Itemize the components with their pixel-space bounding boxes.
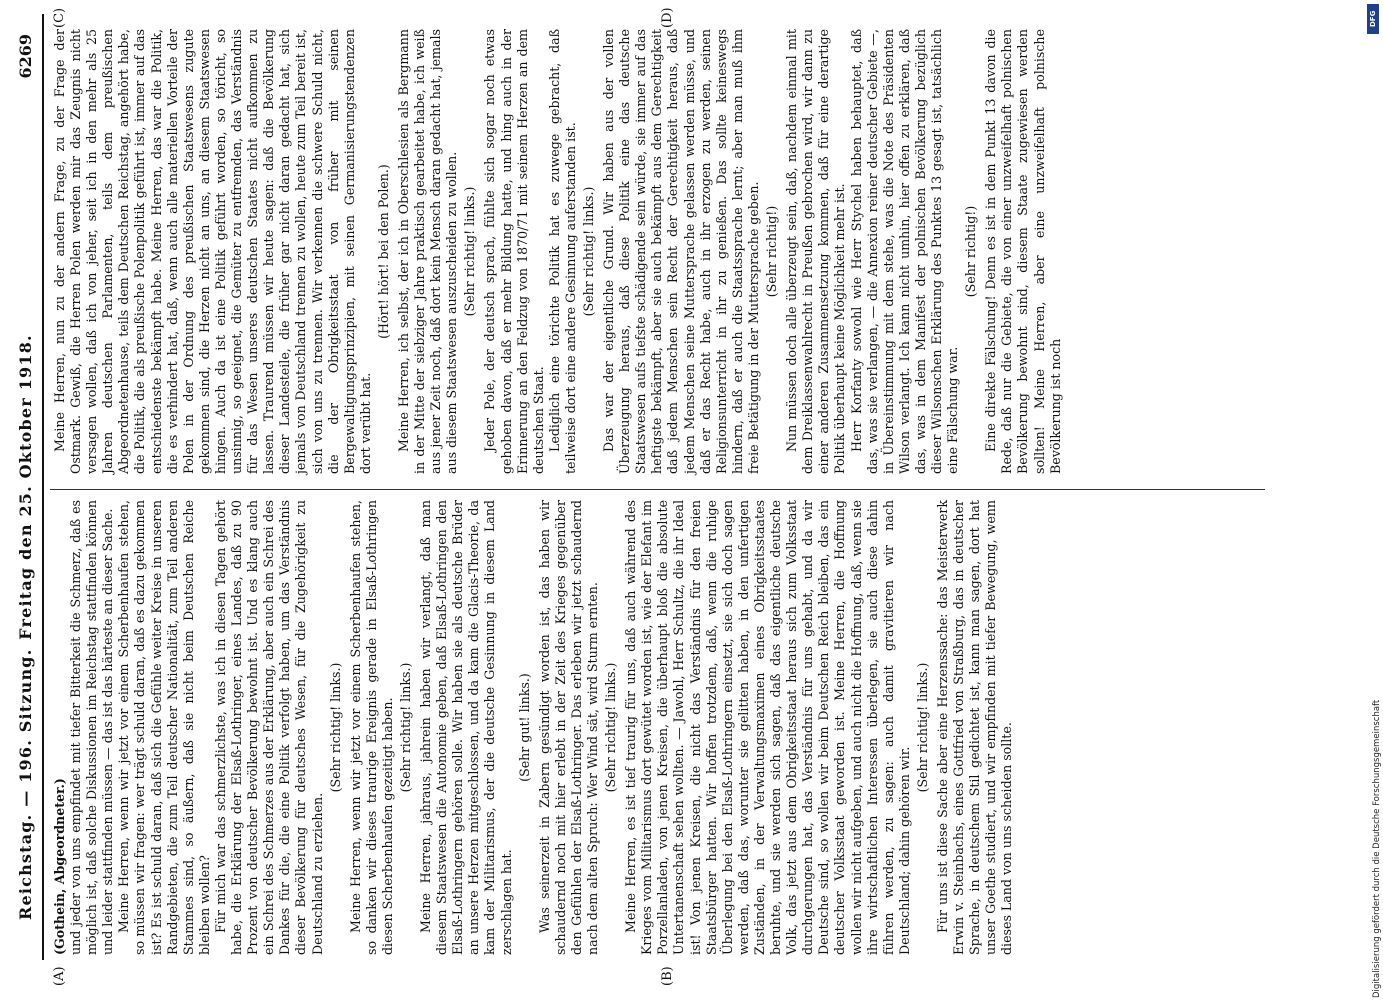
paragraph: und jeder von uns empfindet mit tiefer Bitterkeit die Schmerz, daß es möglich ist, daß solche Diskussionen im Reichstag stattfinden können und leider stattfinden müssen — das ist das härteste an dieser Sache. [68, 500, 116, 955]
header-session: Reichstag. — 196. Sitzung. [16, 648, 35, 920]
speaker-note: (Gothein, Abgeordneter.) [52, 778, 67, 955]
margin-marker-b: (B) [660, 966, 675, 986]
page-header [8, 14, 42, 960]
text-column-right [52, 29, 1064, 474]
paragraph: Lediglich eine törichte Politik hat es zuwege gebracht, daß teilweise dort eine andere Gesinnung auferstanden ist. [546, 29, 578, 474]
paragraph: Für uns ist diese Sache aber eine Herzenssache: das Meisterwerk Erwin v. Steinbachs, eines Gottfried von Straßburg, das in deutscher Sprache, in deutschem Stil gedichtet ist, kann man sagen, dort hat unser Goethe studiert, und wir empfinden mit tiefer Bewegung, wenn dieses Land von uns scheiden sollte. [934, 500, 1015, 955]
digitization-credit: Digitalisierung gefördert durch die Deutsche Forschungsgemeinschaft [1372, 699, 1382, 998]
text-column-left [52, 500, 1015, 955]
dfg-logo: DFG [1367, 4, 1379, 34]
paragraph: Meine Herren, wenn wir jetzt vor einem Scherbenhaufen stehen, so müssen wir fragen: wer trägt schuld daran, daß es dazu gekommen ist? Es ist schuld daran, daß sich die Gefühle weiter Kreise in unseren Randgebieten, die zum Teil deutscher Nationalität, zum Teil anderen Stammes sind, so äußern, daß sie nicht beim Deutschen Reiche bleiben wollen? [116, 500, 212, 955]
paragraph: Meine Herren, es ist tief traurig für uns, daß auch während des Krieges vom Militarismus dort gewütet worden ist, wie der Elefant im Porzellanladen, von jenen Kreisen, die überhaupt bloß die absolute Untertanenschaft sehen wollten. — Jawohl, Herr Schultz, die ihr Ideal ist! Von jenen Kreisen, die nicht das Verständnis für den freien Staatsbürger hatten. Wir hoffen trotzdem, daß, wenn die ruhige Überlegung bei den Elsaß-Lothringern einsetzt, sie sich doch sagen werden, daß das, worunter sie gelitten haben, in den unfertigen Zuständen, in der Verwaltungsmaximen eines Obrigkeitsstaates beruhte, und sie werden sich sagen, daß das eigentliche deutsche Volk, das jetzt aus dem Obrigkeitsstaat heraus sich zum Volksstaat durchgerungen hat, das Verständnis für uns gehabt, und da wir Deutsche sind, so wollen wir beim Deutschen Reich bleiben, das ein deutscher Volksstaat geworden ist. Meine Herren, die Hoffnung wollen wir nicht aufgeben, und auch nicht die Hoffnung, daß, wenn sie ihre wirtschaftlichen Interessen überlegen, sie auch diese dahin führen werden, zu sagen: auch damit gravitieren wir nach Deutschland; dahin gehören wir. [623, 500, 912, 955]
paragraph: Eine direkte Fälschung! Denn es ist in dem Punkt 13 davon die Rede, daß nur die Gebiete, die von einer unzweifelhaft polnischen Bevölkerung bewohnt sind, diesem Staate zugewiesen werden sollten! Meine Herren, aber eine unzweifelhaft polnische Bevölkerung ist noch [983, 29, 1063, 474]
margin-marker-a: (A) [52, 966, 67, 986]
interjection: (Sehr gut! links.) [516, 673, 532, 782]
paragraph: Meine Herren, ich selbst, der ich in Oberschlesien als Bergmann in der Mitte der siebziger Jahre praktisch gearbeitet habe, ich weiß aus jener Zeit noch, daß dort kein Mensch daran gedacht hat, jemals aus diesem Staatswesen auszuscheiden zu wollen. [395, 29, 460, 474]
paragraph: Jeder Pole, der deutsch sprach, fühlte sich sogar noch etwas gehoben davon, daß er mehr Bildung hatte, und hing auch in der Erinnerung an den Feldzug von 1870/71 mit seinem Herzen an dem deutschen Staat. [482, 29, 546, 474]
paragraph: Meine Herren, nun zu der andern Frage, zu der Frage der Ostmark. Gewiß, die Herren Polen werden mir das Zeugnis nicht versagen wollen, daß ich von jeher, seit ich in den mehr als 25 Jahren deutschen Parlamenten, teils dem preußischen Abgeordnetenhause, teils dem Deutschen Reichstag, angehört habe, die Politik, die als preußische Polenpolitik geführt ist, immer auf das entschiedenste bekämpft habe. Meine Herren, das war die Politik, die es verhindert hat, daß, wenn auch alle materiellen Vorteile der Polen in der Ordnung des preußischen Staatswesens zugute gekommen sind, die Herzen nicht an uns, an diesem Staatswesen hingen. Auch da ist eine Politik geführt worden, so töricht, so unsinnig, so geeignet, die Gemüter zu entfremden, das Verständnis für das Wesen unseres deutschen Staates nicht aufkommen zu lassen. Traurend müssen wir heute sagen: daß die Bevölkerung dieser Landesteile, die früher gar nicht daran gedacht hat, sich jemals von Deutschland trennen zu wollen, heute zum Teil bereit ist, sich von uns zu trennen. Wir verkennen die schwere Schuld nicht, die der Obrigkeitsstaat von früher mit seinen Bergewaltigungsprinzipien, mit seinen Germanisierungstendenzen dort verübt hat. [52, 29, 373, 474]
interjection: (Sehr richtig! links.) [914, 662, 930, 793]
interjection: (Sehr richtig!) [963, 205, 979, 298]
interjection: (Sehr richtig! links.) [397, 662, 413, 793]
column-divider [50, 489, 1265, 490]
paragraph: Herr Korfanty sowohl wie Herr Stychel haben behauptet, daß das, was sie verlangen, — die Annexion reiner deutscher Gebiete —, in Übereinstimmung mit dem stehe, was die Note des Präsidenten Wilson verlangt. Ich kann nicht umhin, hier offen zu erklären, daß das, was in dem Manifest der polnischen Bevölkerung bezüglich dieser Wilsonschen Erklärung des Punktes 13 gesagt ist, tatsächlich eine Fälschung war. [848, 29, 961, 474]
paragraph: Meine Herren, jahraus, jahrein haben wir verlangt, daß man diesem Staatswesen die Autonomie geben, daß Elsaß-Lothringen den Elsaß-Lothringern gehören solle. Wir haben sie als deutsche Brüder an unsere Herzen mitgeschlossen, und da kam die Glacis-Theorie, da kam der Militarismus, der die deutsche Gesinnung in diesem Land zerschlagen hat. [418, 500, 514, 955]
paragraph: Für mich war das schmerzlichste, was ich in diesen Tagen gehört habe, die Erklärung der Elsaß-Lothringer, eines Landes, daß zu 90 Prozent von deutscher Bevölkerung bewohnt ist. Und es klang auch ein Schrei des Schmerzes aus der Erklärung, aber auch ein Schrei des Dankes für die, die eine Politik verfolgt haben, um das Verständnis dieser Bevölkerung für deutsches Wesen, für die Zugehörigkeit zu Deutschland zu erziehen. [212, 500, 325, 955]
paragraph: Meine Herren, wenn wir jetzt vor einem Scherbenhaufen stehen, so danken wir dieses traurige Ereignis gerade in Elsaß-Lothringen diesen Scherbenhaufen gezeitigt haben. [347, 500, 395, 955]
interjection: (Hört! hört! bei den Polen.) [375, 164, 391, 339]
header-rule [42, 14, 44, 960]
page-number: 6269 [16, 34, 35, 79]
interjection: (Sehr richtig! links.) [327, 662, 343, 793]
interjection: (Sehr richtig! links.) [581, 186, 596, 317]
paragraph: Was seinerzeit in Zabern gesündigt worden ist, das haben wir schaudernd noch mit hier erlebt in der Zeit des Krieges gegenüber den Gefühlen der Elsaß-Lothringer. Das erleben wir jetzt schaudernd nach dem alten Spruch: Wer Wind sät, wird Sturm ernten. [536, 500, 600, 955]
interjection: (Sehr richtig!) [764, 205, 780, 298]
header-date: Freitag den 25. Oktober 1918. [16, 334, 35, 640]
paragraph: Nun müssen doch alle überzeugt sein, daß, nachdem einmal mit dem Dreiklassenwahlrecht in Preußen gebrochen wird, wir dann zu einer anderen Zusammensetzung kommen, daß für eine derartige Politik überhaupt keine Möglichkeit mehr ist. [784, 29, 848, 474]
interjection: (Sehr richtig! links.) [603, 662, 619, 793]
margin-marker-c: (C) [52, 7, 67, 28]
paragraph: Das war der eigentliche Grund. Wir haben aus der vollen Überzeugung heraus, daß diese Politik eine das deutsche Staatswesen aufs tiefste schädigende sein würde, sie immer auf das heftigste bekämpft, aber sie auch bekämpft aus dem Gerechtigkeit daß jedem Menschen sein Recht der Gerechtigkeit heraus, daß jedem Menschen seine Muttersprache gelassen werden müsse, und daß er das Recht habe, auch in ihr erzogen zu werden, seinen Religionsunterricht in ihr zu genießen. Das sollte keineswegs hindern, daß er auch die Staatssprache lernt; aber man muß ihm freie Betätigung in der Muttersprache geben. [601, 29, 761, 474]
interjection: (Sehr richtig! links.) [462, 186, 478, 317]
margin-marker-d: (D) [660, 7, 675, 28]
